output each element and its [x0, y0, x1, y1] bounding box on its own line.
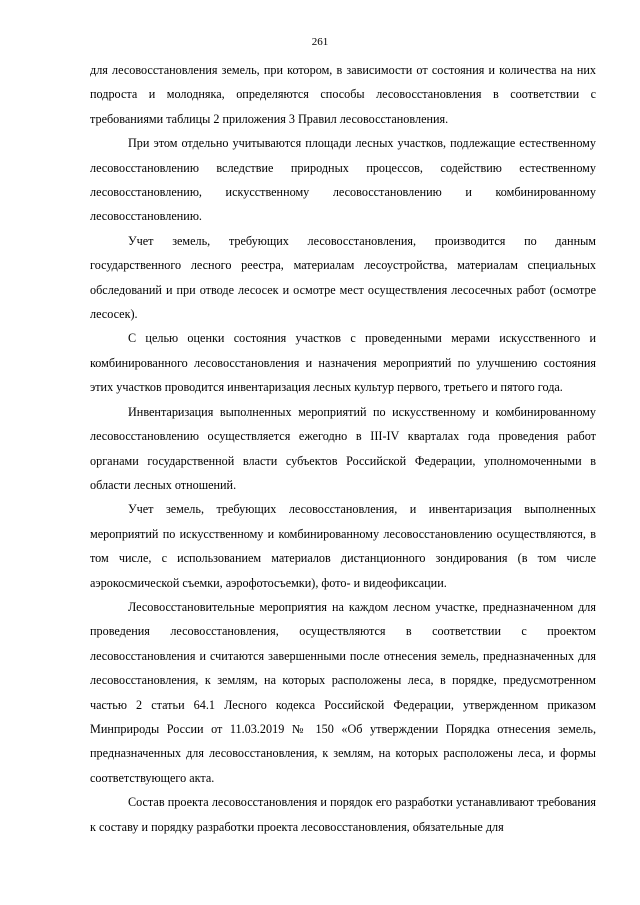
document-body: [90, 58, 596, 839]
paragraph: Учет земель, требующих лесовосстановления, производится по данным государственного лесного реестра, материалам лесоустройства, материалам специальных обследований и при отводе лесосек и осмотре мест осуществления лесосечных работ (осмотре лесосек).: [90, 233, 596, 322]
paragraph: Инвентаризация выполненных мероприятий по искусственному и комбинированному лесовосстановлению осуществляется ежегодно в III-IV кварталах года проведения работ органами государственной власти субъектов Российской Федерации, уполномоченными в области лесных отношений.: [90, 404, 596, 492]
paragraph: С целью оценки состояния участков с проведенными мерами искусственного и комбинированного лесовосстановления и назначения мероприятий по улучшению состояния этих участков проводится инвентаризация лесных культур первого, третьего и пятого года.: [90, 331, 596, 395]
paragraph: Состав проекта лесовосстановления и порядок его разработки устанавливают требования к составу и порядку разработки проекта лесовосстановления, обязательные для: [90, 795, 596, 834]
paragraph-continuation: для лесовосстановления земель, при котором, в зависимости от состояния и количества на них подроста и молодняка, определяются способы лесовосстановления в соответствии с требованиями таблицы 2 приложения 3 Правил лесовосстановления.: [90, 63, 596, 126]
paragraph: Учет земель, требующих лесовосстановления, и инвентаризация выполненных мероприятий по искусственному и комбинированному лесовосстановлению осуществляются, в том числе, с использованием материалов дистанционного зондирования (в том числе аэрокосмической съемки, аэрофотосъемки), фото- и видеофиксации.: [90, 502, 596, 590]
paragraph: Лесовосстановительные мероприятия на каждом лесном участке, предназначенном для проведения лесовосстановления, осуществляются в соответствии с проектом лесовосстановления и считаются завершенными после отнесения земель, предназначенных для лесовосстановления, к землям, на которых расположены леса, в порядке, предусмотренном частью 2 статьи 64.1 Лесного кодекса Российской Федерации, утвержденном приказом Минприроды России от 11.03.2019 № 150 «Об утверждении Порядка отнесения земель, предназначенных для лесовосстановления, к землям, на которых расположены леса, и формы соответствующего акта.: [90, 599, 596, 785]
paragraph: При этом отдельно учитываются площади лесных участков, подлежащие естественному лесовосстановлению вследствие природных процессов, содействию естественному лесовосстановлению, искусственному лесовосстановлению и комбинированному лесовосстановлению.: [90, 136, 596, 224]
page-number: 261: [311, 36, 329, 48]
